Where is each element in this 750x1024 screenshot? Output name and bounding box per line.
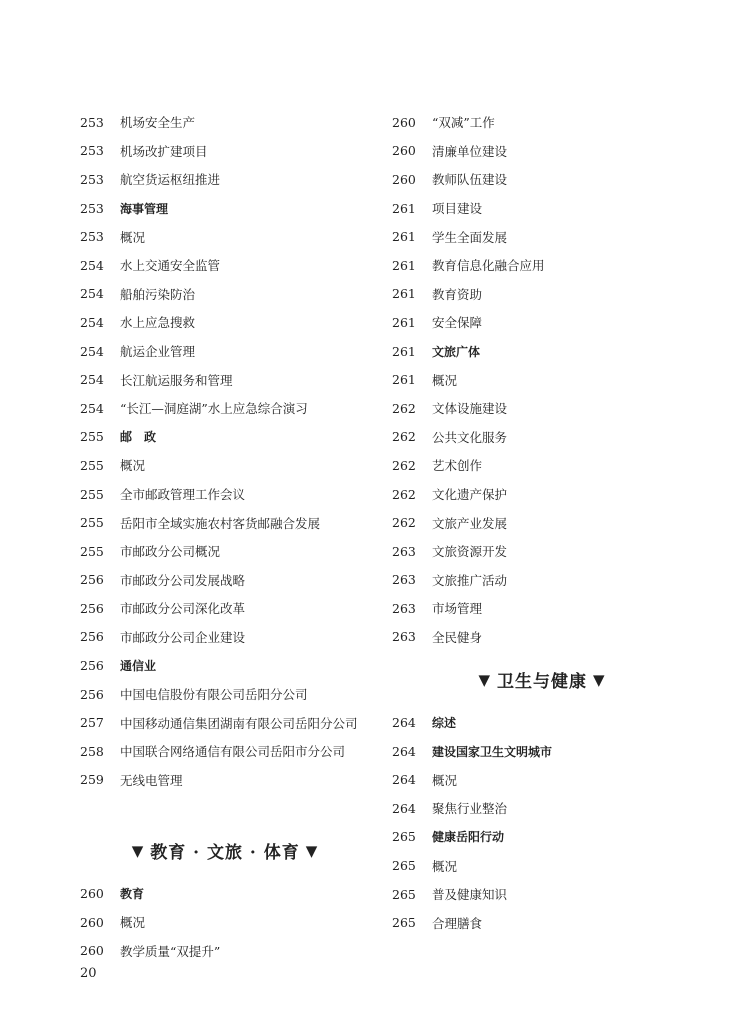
toc-page-number: 256 [80,572,104,588]
toc-entry-row [80,308,370,337]
toc-entry-title: “长江—洞庭湖”水上应急综合演习 [120,401,308,417]
toc-entry-title: 项目建设 [432,201,483,217]
toc-entry-row [80,708,370,737]
toc-entry-title: 文旅广体 [432,344,481,359]
toc-page-number: 261 [392,200,416,216]
toc-page-number: 254 [80,314,104,330]
toc-entry-row [392,222,692,251]
toc-page-number: 261 [392,372,416,388]
toc-entry-title: 中国移动通信集团湖南有限公司岳阳分公司 [120,715,358,731]
toc-page-number: 259 [80,772,104,788]
toc-entry-title: 综述 [432,716,457,731]
toc-entry-title: 无线电管理 [120,772,183,788]
toc-entry-title: 概况 [432,858,458,874]
toc-page-number: 261 [392,229,416,245]
toc-entry-title: 公共文化服务 [432,429,508,445]
toc-page-number: 253 [80,114,104,130]
toc-entry-row [392,365,692,394]
toc-entry-title: 概况 [120,458,146,474]
toc-left-column [80,108,370,965]
toc-entry-title: “双减”工作 [432,115,495,131]
toc-entry-title: 市邮政分公司企业建设 [120,629,246,645]
toc-entry-row [392,251,692,280]
toc-entry-row [80,623,370,652]
toc-entry-title: 长江航运服务和管理 [120,372,233,388]
toc-entry-row [392,851,692,880]
toc-page-number: 260 [392,143,416,159]
toc-entry-title: 概况 [432,372,458,388]
toc-page-number: 264 [392,715,416,731]
toc-subheading-row [392,737,692,766]
toc-page-number: 258 [80,743,104,759]
toc-entry-title: 安全保障 [432,315,483,331]
toc-entry-row [392,508,692,537]
toc-entry-title: 健康岳阳行动 [432,830,505,845]
toc-subheading-row [392,823,692,852]
toc-entry-title: 水上应急搜救 [120,315,196,331]
toc-entry-title: 教学质量“双提升” [120,943,221,959]
toc-entry-row [392,765,692,794]
toc-entry-title: 机场安全生产 [120,115,196,131]
toc-entry-row [80,337,370,366]
toc-page-number: 264 [392,743,416,759]
toc-page-number: 265 [392,829,416,845]
toc-entry-row [80,766,370,795]
toc-entry-row [392,480,692,509]
toc-entry-title: 船舶污染防治 [120,286,196,302]
down-triangle-icon: ▼ [478,670,491,689]
toc-entry-title: 市场管理 [432,601,483,617]
toc-page-number: 262 [392,515,416,531]
toc-page-number: 253 [80,200,104,216]
toc-page-number: 262 [392,429,416,445]
toc-page-number: 253 [80,143,104,159]
toc-page-number: 264 [392,772,416,788]
toc-entry-row [80,137,370,166]
toc-entry-title: 文化遗产保护 [432,487,508,503]
toc-entry-row [80,737,370,766]
toc-entry-row [392,451,692,480]
toc-entry-title: 海事管理 [120,201,169,216]
toc-entry-title: 教育资助 [432,286,483,302]
toc-entry-row [392,537,692,566]
toc-page-number: 253 [80,229,104,245]
toc-entry-title: 机场改扩建项目 [120,143,208,159]
toc-page-number: 253 [80,171,104,187]
toc-page-number: 261 [392,343,416,359]
toc-entry-title: 全民健身 [432,629,483,645]
toc-page-number: 263 [392,543,416,559]
toc-entry-title: 概况 [120,229,146,245]
toc-entry-title: 清廉单位建设 [432,143,508,159]
toc-subheading-row [80,651,370,680]
toc-page-number: 263 [392,572,416,588]
toc-page-number: 255 [80,515,104,531]
toc-entry-row [392,623,692,652]
toc-page-number: 255 [80,457,104,473]
toc-entry-row [80,251,370,280]
toc-page-number: 256 [80,686,104,702]
toc-page-number: 261 [392,257,416,273]
toc-page-number: 260 [392,171,416,187]
toc-entry-title: 水上交通安全监管 [120,258,221,274]
toc-entry-title: 文旅推广活动 [432,572,508,588]
toc-entry-title: 中国电信股份有限公司岳阳分公司 [120,687,308,703]
section-heading-text: 卫生与健康 [497,672,587,693]
toc-entry-title: 艺术创作 [432,458,483,474]
toc-entry-row [80,365,370,394]
toc-entry-title: 航空货运枢纽推进 [120,172,221,188]
toc-entry-row [80,222,370,251]
toc-page-number: 254 [80,372,104,388]
toc-entry-row [80,165,370,194]
toc-page-number: 262 [392,400,416,416]
toc-entry-row [392,194,692,223]
page-number: 20 [80,966,97,981]
toc-page-number: 263 [392,629,416,645]
toc-entry-row [80,537,370,566]
toc-entry-title: 全市邮政管理工作会议 [120,487,246,503]
toc-page-number: 255 [80,486,104,502]
toc-entry-title: 市邮政分公司发展战略 [120,572,246,588]
toc-entry-title: 普及健康知识 [432,887,508,903]
toc-entry-row [392,880,692,909]
toc-entry-title: 建设国家卫生文明城市 [432,744,553,759]
toc-entry-row [80,680,370,709]
toc-entry-row [392,308,692,337]
toc-entry-title: 中国联合网络通信有限公司岳阳市分公司 [120,744,346,760]
toc-entry-title: 市邮政分公司概况 [120,544,221,560]
toc-entry-row [392,594,692,623]
toc-page-number: 260 [392,114,416,130]
toc-page-number: 256 [80,658,104,674]
section-heading [80,822,370,879]
toc-entry-row [80,908,370,937]
toc-page-number: 256 [80,600,104,616]
toc-entry-row [80,108,370,137]
toc-page-number: 264 [392,800,416,816]
toc-entry-title: 教育信息化融合应用 [432,258,545,274]
section-heading-text: 教育 · 文旅 · 体育 [150,843,300,864]
toc-entry-title: 市邮政分公司深化改革 [120,601,246,617]
toc-entry-row [80,566,370,595]
toc-entry-title: 岳阳市全域实施农村客货邮融合发展 [120,515,321,531]
toc-page-number: 262 [392,457,416,473]
toc-page-number: 254 [80,286,104,302]
toc-entry-row [392,423,692,452]
toc-subheading-row [392,337,692,366]
toc-entry-title: 教育 [120,887,145,902]
toc-page-number: 260 [80,886,104,902]
toc-page-number: 263 [392,600,416,616]
down-triangle-icon: ▼ [593,670,606,689]
toc-page-number: 265 [392,886,416,902]
toc-entry-title: 通信业 [120,659,157,674]
toc-entry-title: 概况 [120,915,146,931]
section-heading [392,651,692,708]
down-triangle-icon: ▼ [305,841,319,860]
toc-subheading-row [80,423,370,452]
toc-entry-row [392,394,692,423]
toc-page-number: 265 [392,858,416,874]
toc-page-number: 262 [392,486,416,502]
toc-entry-row [392,108,692,137]
toc-entry-row [392,794,692,823]
toc-subheading-row [80,194,370,223]
toc-entry-row [80,936,370,965]
toc-entry-row [392,566,692,595]
toc-page-number: 255 [80,429,104,445]
toc-entry-row [392,137,692,166]
toc-entry-row [392,280,692,309]
toc-right-column [392,108,692,937]
toc-page-number: 265 [392,915,416,931]
toc-page-number: 254 [80,400,104,416]
toc-entry-row [80,394,370,423]
toc-entry-title: 概况 [432,772,458,788]
toc-page-number: 260 [80,943,104,959]
toc-entry-row [80,280,370,309]
toc-page-number: 255 [80,543,104,559]
toc-entry-title: 航运企业管理 [120,344,196,360]
spacer [80,794,370,822]
toc-page-number: 261 [392,286,416,302]
toc-entry-row [392,908,692,937]
toc-entry-title: 教师队伍建设 [432,172,508,188]
toc-page-number: 260 [80,914,104,930]
toc-entry-title: 文旅产业发展 [432,515,508,531]
toc-page-number: 257 [80,715,104,731]
toc-entry-title: 文体设施建设 [432,401,508,417]
toc-page-number: 261 [392,314,416,330]
toc-entry-row [80,480,370,509]
toc-page-number: 254 [80,343,104,359]
toc-entry-row [80,451,370,480]
toc-subheading-row [80,879,370,908]
toc-entry-title: 聚焦行业整治 [432,801,508,817]
toc-entry-row [80,508,370,537]
toc-entry-row [392,165,692,194]
toc-entry-title: 文旅资源开发 [432,544,508,560]
toc-entry-row [80,594,370,623]
toc-entry-title: 邮 政 [120,430,157,445]
toc-entry-title: 合理膳食 [432,915,483,931]
toc-page-number: 256 [80,629,104,645]
toc-subheading-row [392,708,692,737]
toc-entry-title: 学生全面发展 [432,229,508,245]
toc-page-number: 254 [80,257,104,273]
down-triangle-icon: ▼ [131,841,145,860]
